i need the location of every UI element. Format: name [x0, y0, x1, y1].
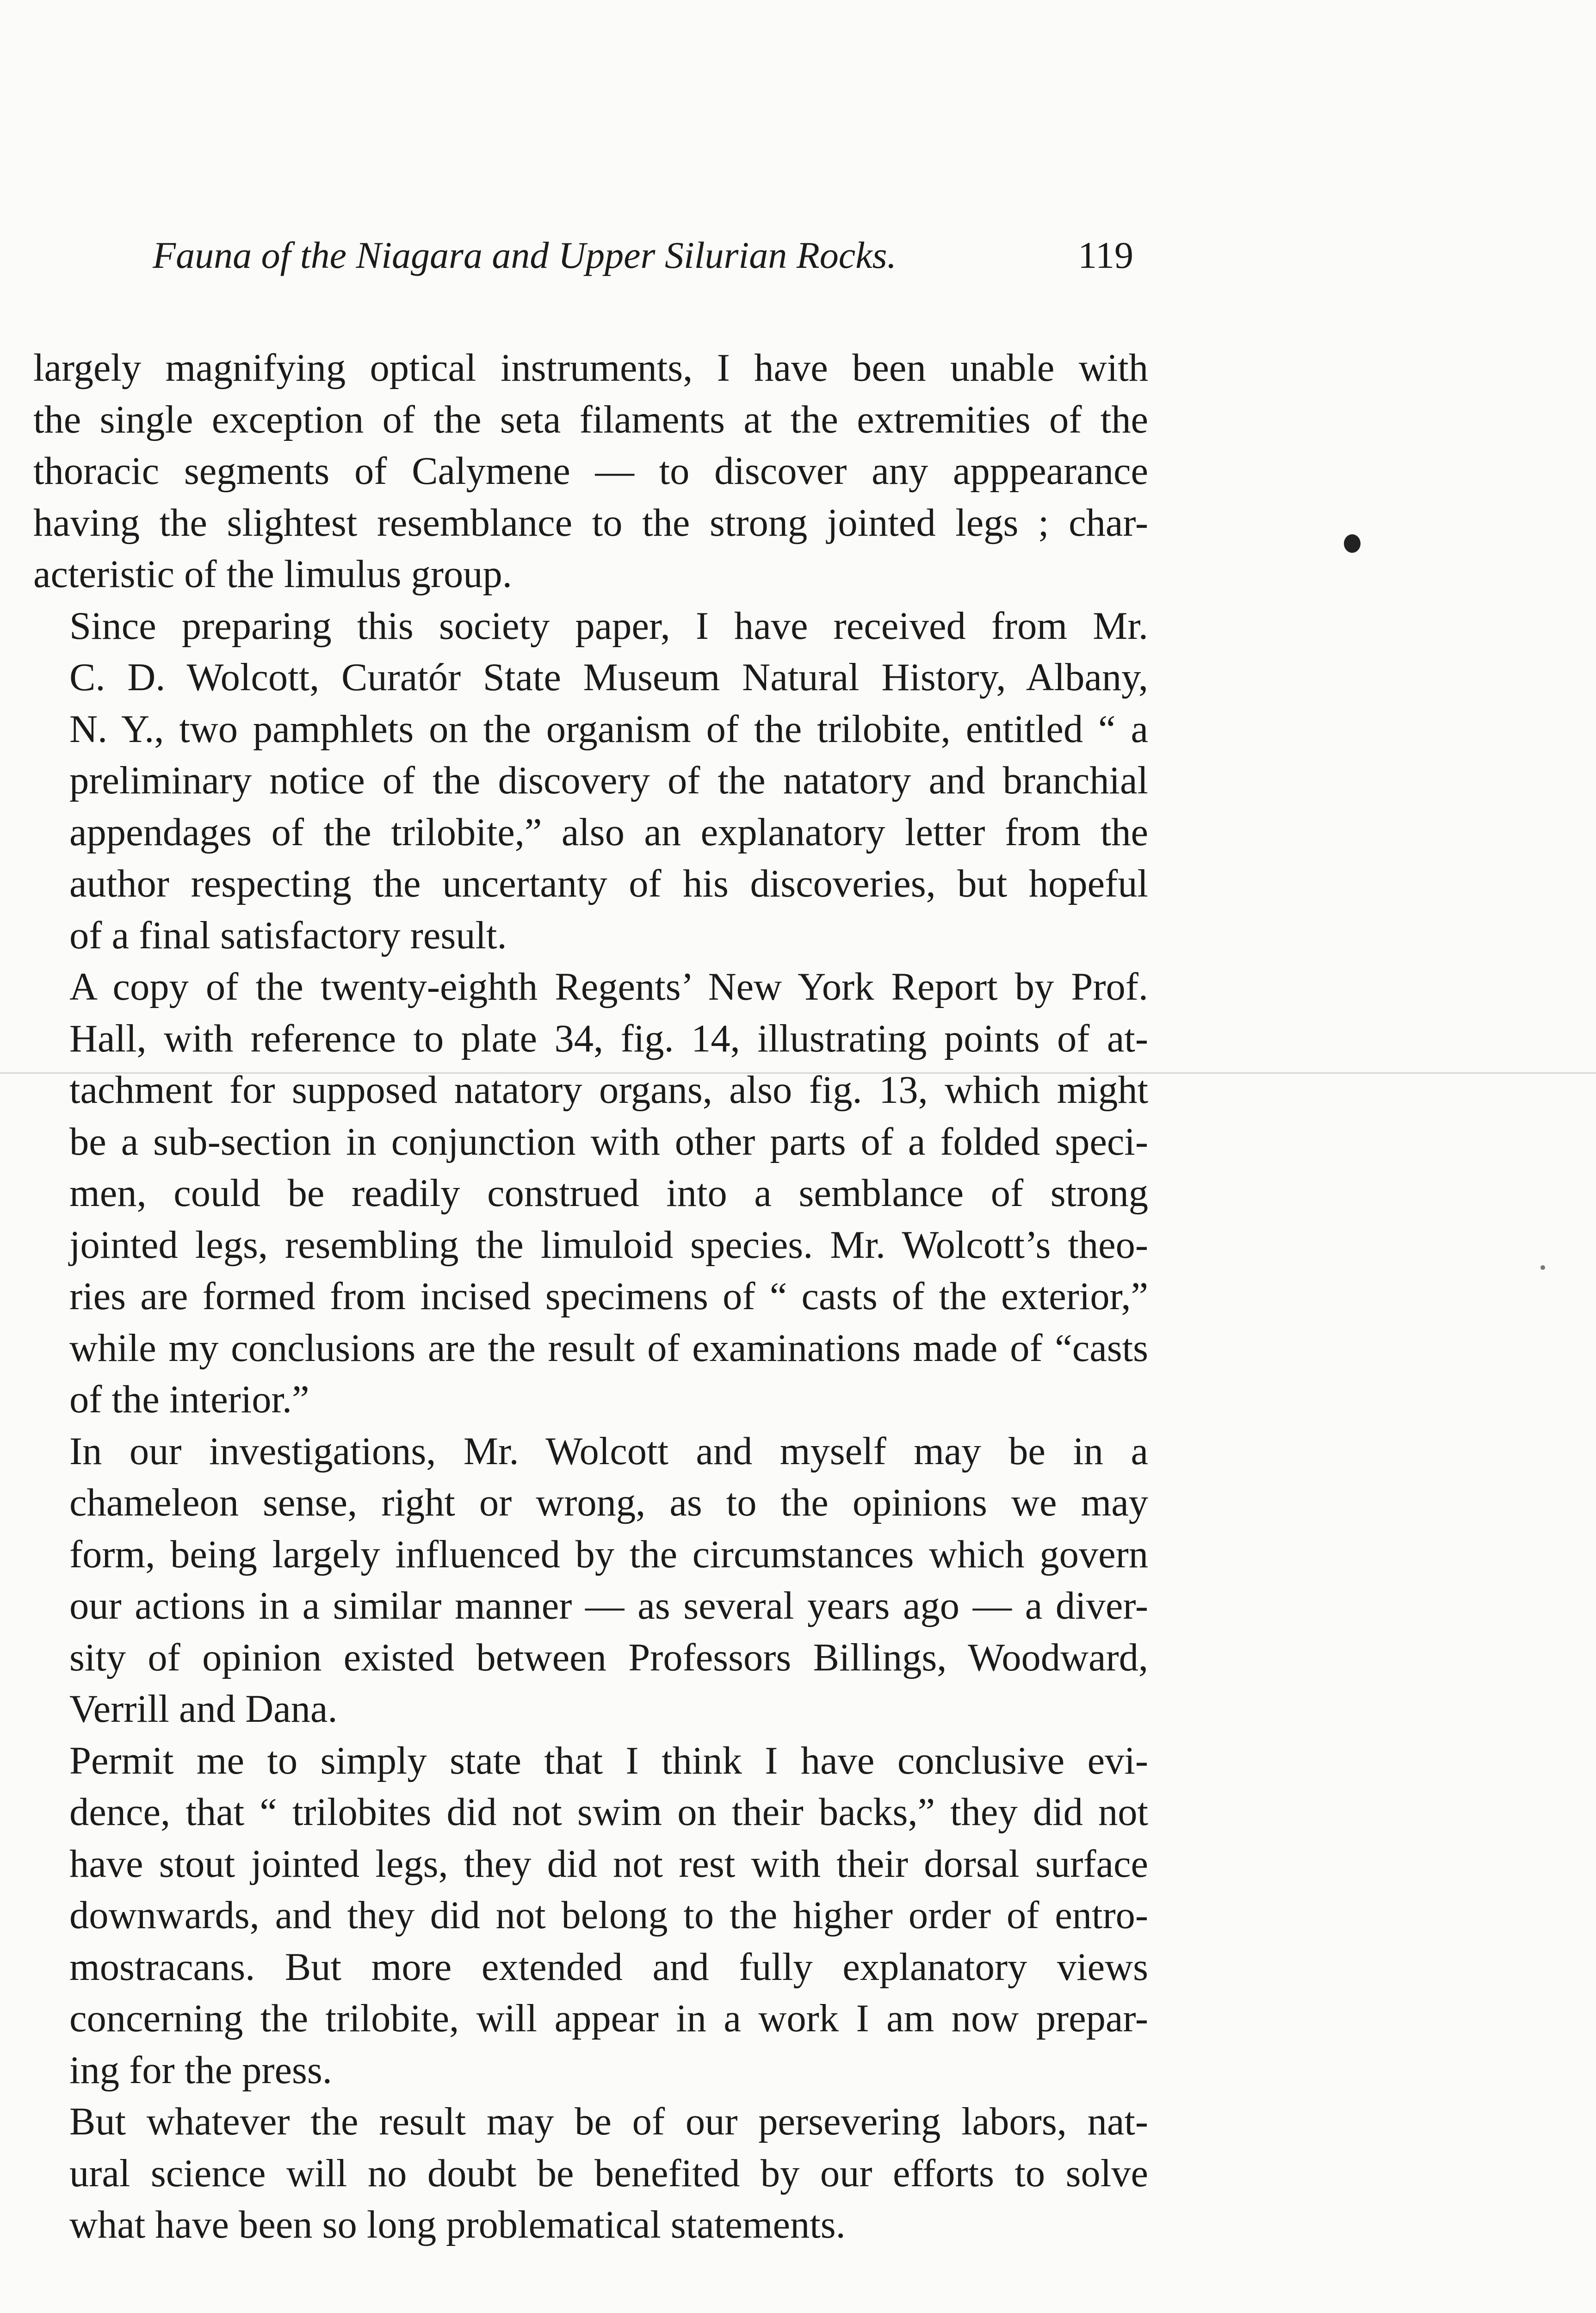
text-line: acteristic of the limulus group.: [33, 553, 512, 596]
text-line: the single exception of the seta filaments at the extremities of the: [33, 398, 1148, 441]
text-line: Permit me to simply state that I think I have conclusive evi-: [69, 1739, 1148, 1782]
text-line: ural science will no doubt be benefited by our efforts to solve: [69, 2152, 1148, 2195]
text-line: mostracans. But more extended and fully explanatory views: [69, 1945, 1148, 1989]
text-line: chameleon sense, right or wrong, as to the opinions we may: [69, 1481, 1148, 1524]
text-line: C. D. Wolcott, Curatór State Museum Natural History, Albany,: [69, 656, 1148, 699]
paragraph: [33, 1735, 1148, 2097]
text-line: largely magnifying optical instruments, I have been unable with: [33, 346, 1148, 390]
text-line: thoracic segments of Calymene — to discover any apppearance: [33, 450, 1148, 493]
ink-speck: [1344, 534, 1361, 553]
running-head-title: Fauna of the Niagara and Upper Silurian Rocks.: [153, 234, 897, 276]
text-line: of the interior.”: [69, 1378, 309, 1421]
text-line: N. Y., two pamphlets on the organism of the trilobite, entitled “ a: [69, 707, 1148, 751]
text-line: Hall, with reference to plate 34, fig. 14, illustrating points of at-: [69, 1017, 1148, 1060]
text-line: while my conclusions are the result of examinations made of “casts: [69, 1326, 1148, 1370]
paragraph: [33, 342, 1148, 600]
text-line: downwards, and they did not belong to the higher order of entro-: [69, 1894, 1148, 1937]
text-line: our actions in a similar manner — as several years ago — a diver-: [69, 1584, 1148, 1627]
text-line: concerning the trilobite, will appear in a work I am now prepar-: [69, 1997, 1148, 2040]
text-line: form, being largely influenced by the circumstances which govern: [69, 1533, 1148, 1576]
paragraph: [33, 1426, 1148, 1735]
text-line: of a final satisfactory result.: [69, 914, 507, 957]
paragraph: [33, 961, 1148, 1426]
text-line: having the slightest resemblance to the strong jointed legs ; char-: [33, 501, 1148, 544]
text-line: ries are formed from incised specimens of “ casts of the exterior,”: [69, 1275, 1148, 1318]
text-line: But whatever the result may be of our persevering labors, nat-: [69, 2100, 1148, 2143]
text-line: appendages of the trilobite,” also an explanatory letter from the: [69, 810, 1148, 854]
ink-speck: [1540, 1265, 1545, 1270]
text-line: ing for the press.: [69, 2048, 332, 2092]
text-line: have stout jointed legs, they did not rest with their dorsal surface: [69, 1842, 1148, 1886]
text-line: dence, that “ trilobites did not swim on their backs,” they did not: [69, 1791, 1148, 1834]
text-line: men, could be readily construed into a semblance of strong: [69, 1172, 1148, 1215]
text-line: jointed legs, resembling the limuloid species. Mr. Wolcott’s theo-: [69, 1223, 1148, 1267]
paragraph: [33, 600, 1148, 962]
text-line: Since preparing this society paper, I have received from Mr.: [69, 604, 1148, 648]
body-text: [33, 342, 1148, 2251]
text-line: what have been so long problematical statements.: [69, 2203, 846, 2246]
paragraph: [33, 2096, 1148, 2251]
text-line: be a sub-section in conjunction with other parts of a folded speci-: [69, 1120, 1148, 1163]
text-line: A copy of the twenty-eighth Regents’ New York Report by Prof.: [69, 965, 1148, 1008]
text-line: tachment for supposed natatory organs, also fig. 13, which might: [69, 1069, 1148, 1112]
text-line: Verrill and Dana.: [69, 1688, 338, 1731]
text-line: author respecting the uncertanty of his discoveries, but hopeful: [69, 862, 1148, 905]
text-line: preliminary notice of the discovery of the natatory and branchial: [69, 759, 1148, 802]
text-line: sity of opinion existed between Professors Billings, Woodward,: [69, 1636, 1148, 1679]
text-line: In our investigations, Mr. Wolcott and myself may be in a: [69, 1429, 1148, 1473]
page-number: 119: [1078, 234, 1133, 276]
